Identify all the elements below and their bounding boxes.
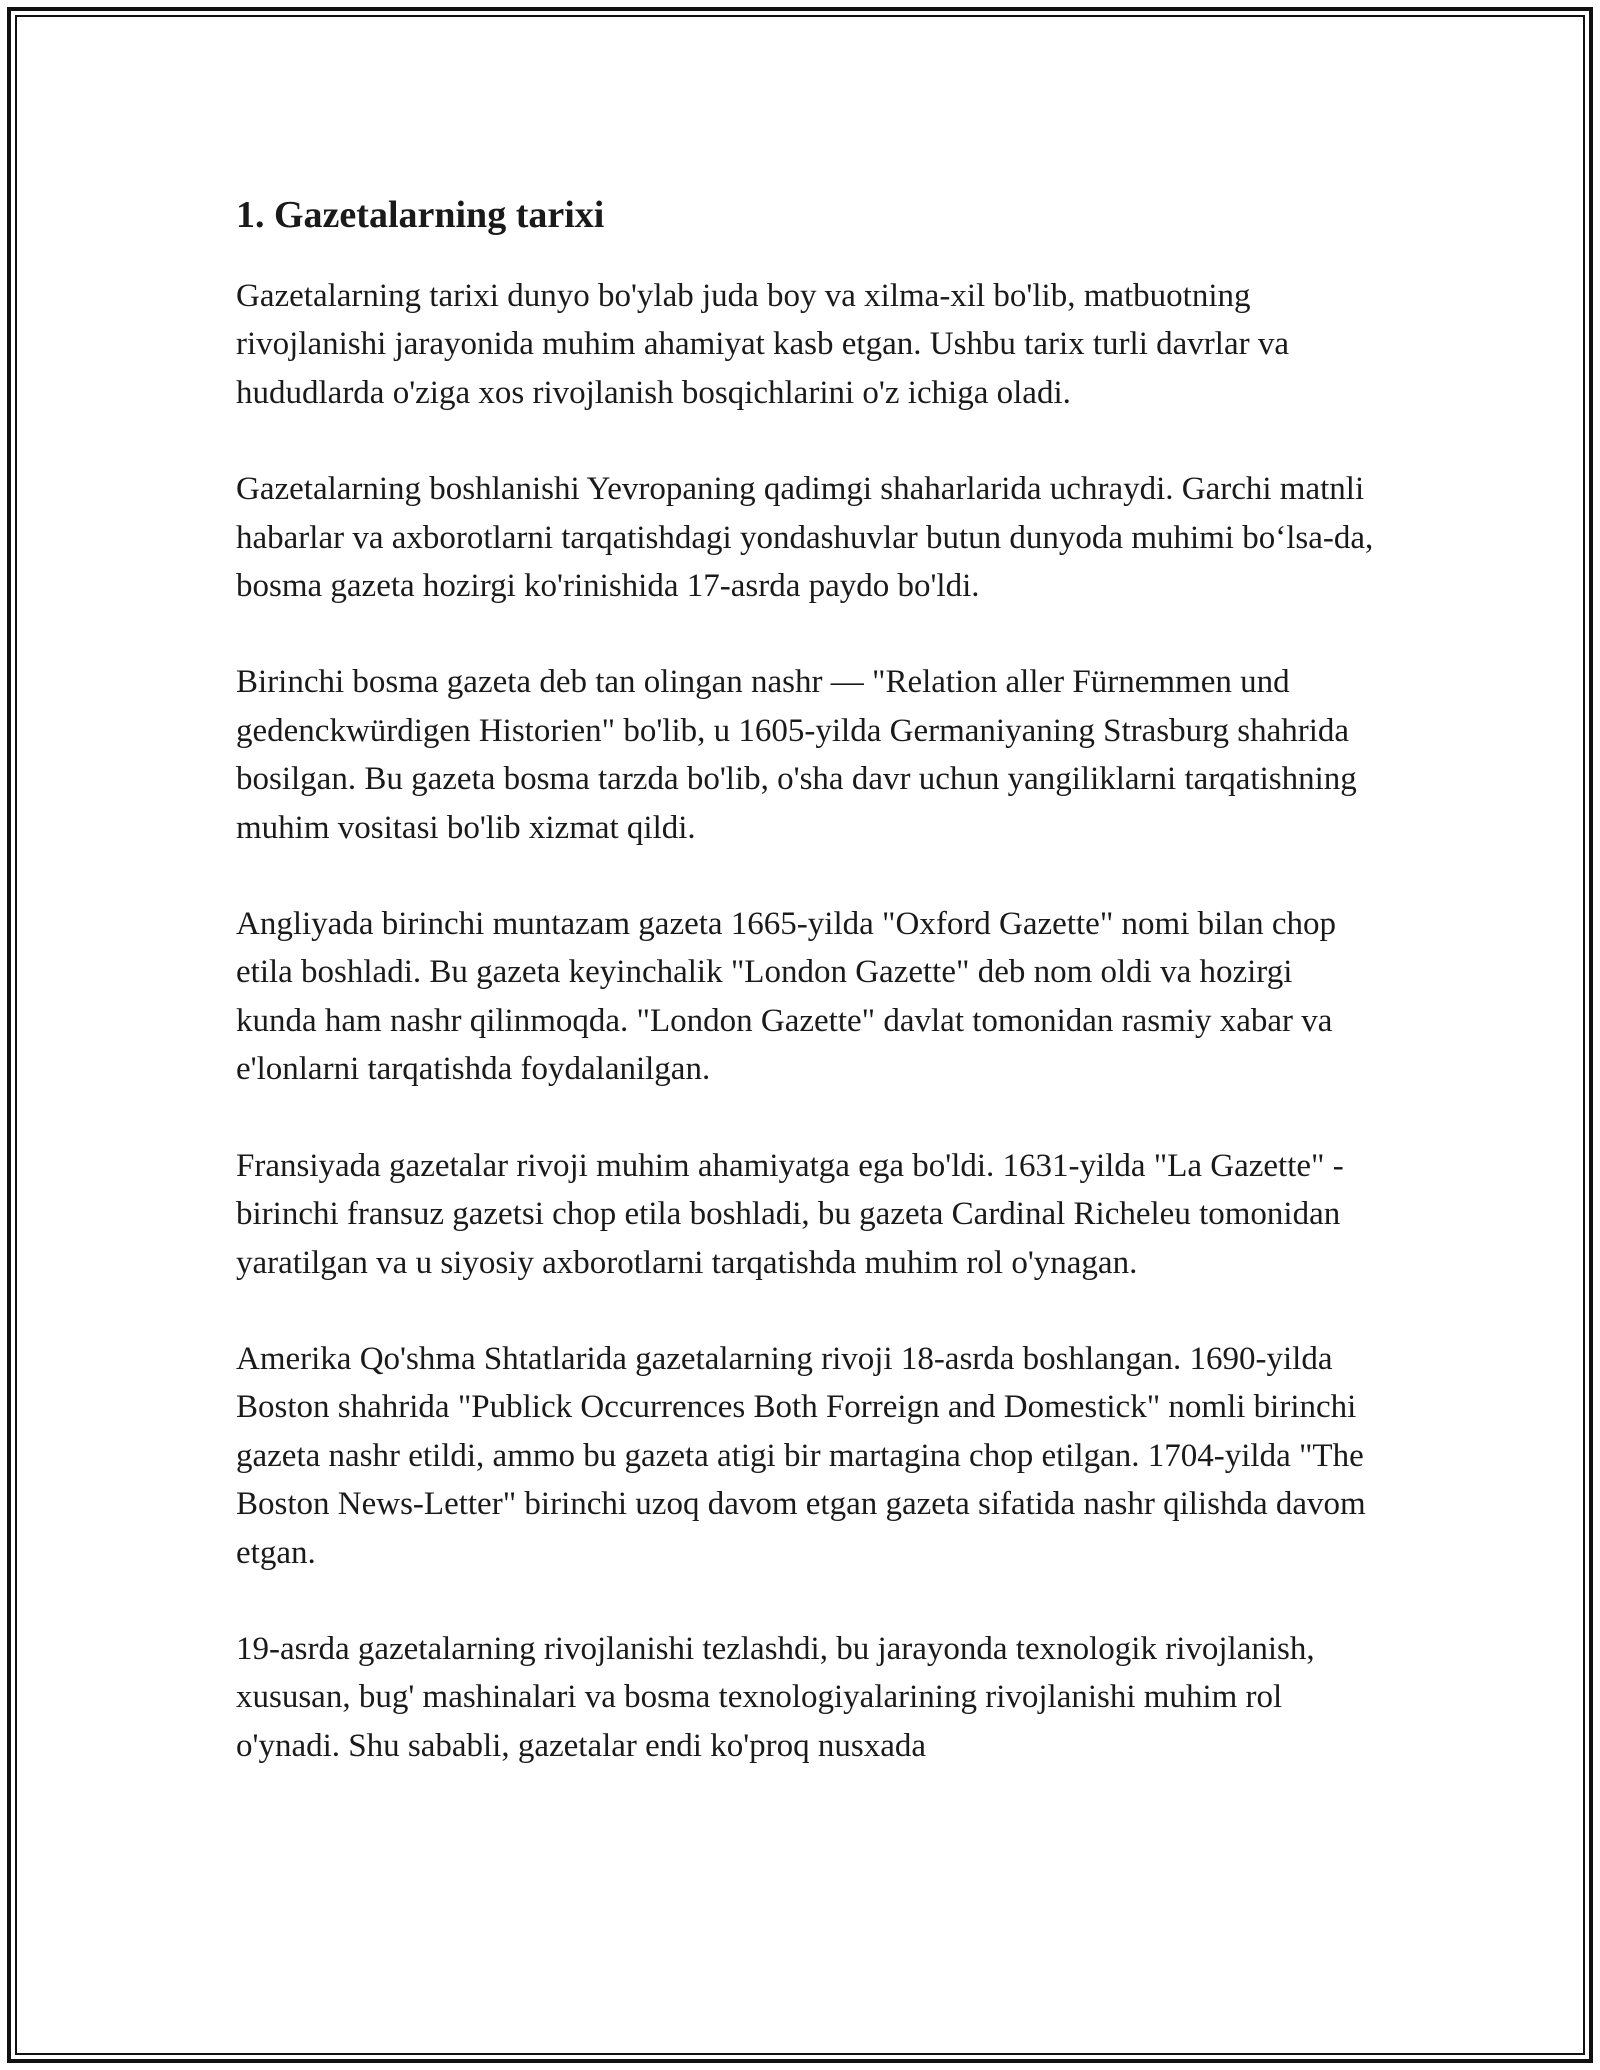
paragraph-2: Gazetalarning boshlanishi Yevropaning qadimgi shaharlarida uchraydi. Garchi matnli habarlar va axborotlarni tarqatishdagi yondashuvlar butun dunyoda muhimi bo‘lsa-da, bosma gazeta hozirgi ko'rinishida 17-asrda paydo bo'ldi. <box>236 471 1374 605</box>
paragraph-7: 19-asrda gazetalarning rivojlanishi tezlashdi, bu jarayonda texnologik rivojlanish, xususan, bug' mashinalari va bosma texnologiyalarining rivojlanishi muhim rol o'ynadi. Shu sababli, gazetalar endi ko'proq nusxada <box>236 1630 1315 1764</box>
paragraph-3: Birinchi bosma gazeta deb tan olingan nashr — "Relation aller Fürnemmen und gedenckwürdigen Historien" bo'lib, u 1605-yilda Germaniyaning Strasburg shahrida bosilgan. Bu gazeta bosma tarzda bo'lib, o'sha davr uchun yangiliklarni tarqatishning muhim vositasi bo'lib xizmat qildi. <box>236 664 1357 846</box>
paragraph-5: Fransiyada gazetalar rivoji muhim ahamiyatga ega bo'ldi. 1631-yilda "La Gazette" - birinchi fransuz gazetsi chop etila boshladi, bu gazeta Cardinal Richeleu tomonidan yaratilgan va u siyosiy axborotlarni tarqatishda muhim rol o'ynagan. <box>236 1147 1344 1281</box>
section-heading: 1. Gazetalarning tarixi <box>236 194 605 236</box>
paragraph-4: Angliyada birinchi muntazam gazeta 1665-yilda "Oxford Gazette" nomi bilan chop etila boshladi. Bu gazeta keyinchalik "London Gazette" deb nom oldi va hozirgi kunda ham nashr qilinmoqda. "London Gazette" davlat tomonidan rasmiy xabar va e'lonlarni tarqatishda foydalanilgan. <box>236 906 1337 1088</box>
paragraph-6: Amerika Qo'shma Shtatlarida gazetalarning rivoji 18-asrda boshlangan. 1690-yilda Boston shahrida "Publick Occurrences Both Forreign and Domestick" nomli birinchi gazeta nashr etildi, ammo bu gazeta atigi bir martagina chop etilgan. 1704-yilda "The Boston News-Letter" birinchi uzoq davom etgan gazeta sifatida nashr qilishda davom etgan. <box>236 1340 1366 1571</box>
paragraph-1: Gazetalarning tarixi dunyo bo'ylab juda boy va xilma-xil bo'lib, matbuotning rivojlanishi jarayonida muhim ahamiyat kasb etgan. Ushbu tarix turli davrlar va hududlarda o'ziga xos rivojlanish bosqichlarini o'z ichiga oladi. <box>236 278 1289 411</box>
document-body <box>236 180 1376 1770</box>
